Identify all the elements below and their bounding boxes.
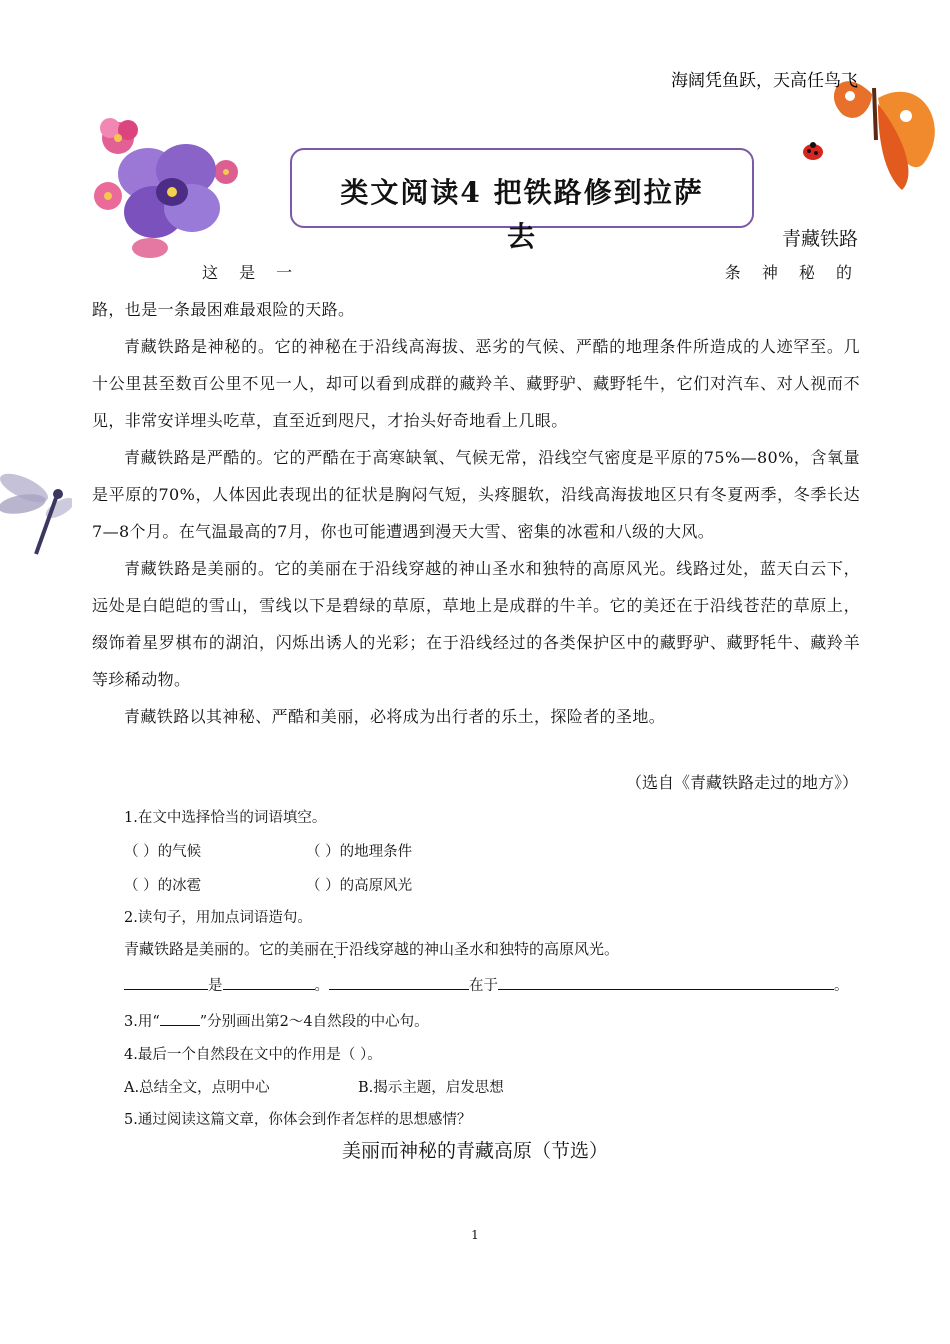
paragraph-4: 青藏铁路以其神秘、严酷和美丽，必将成为出行者的乐土，探险者的圣地。 xyxy=(124,707,666,726)
q4-option-a[interactable]: A.总结全文，点明中心 xyxy=(124,1080,270,1096)
source-citation: （选自《青藏铁路走过的地方》） xyxy=(625,773,858,792)
article-body xyxy=(92,291,860,735)
q2-fill-d: 。 xyxy=(834,978,849,994)
q2-blank-2[interactable] xyxy=(223,975,315,990)
question-4: 4.最后一个自然段在文中的作用是（ ）。 xyxy=(124,1047,382,1063)
intro-part-b: 条 神 秘 的 xyxy=(724,263,860,282)
q2-sentence xyxy=(124,938,619,959)
q1-item-2: （ ）的地理条件 xyxy=(306,844,413,860)
q1-item-3: （ ）的冰雹 xyxy=(124,878,202,894)
q3-underline-sample xyxy=(160,1011,200,1026)
question-2: 2.读句子，用加点词语造句。 xyxy=(124,910,312,926)
next-article-title: 美丽而神秘的青藏高原（节选） xyxy=(341,1140,608,1162)
paragraph-2: 青藏铁路是严酷的。它的严酷在于高寒缺氧、气候无常，沿线空气密度是平原的75%—80%，含氧量是平原的70%，人体因此表现出的征状是胸闷气短，头疼腿软，沿线高海拔地区只有冬夏两季，冬季长达7—8个月。在气温最高的7月，你也可能遭遇到漫天大雪、密集的冰雹和八级的大风。 xyxy=(92,448,860,541)
question-3 xyxy=(124,1010,429,1031)
dragonfly-icon xyxy=(0,462,72,558)
intro-line-2: 路，也是一条最困难最艰险的天路。 xyxy=(92,300,355,319)
flower-bouquet-icon xyxy=(88,108,248,264)
title-line-2: 去 xyxy=(506,220,537,253)
ladybug-icon xyxy=(800,140,826,162)
q1-item-4: （ ）的高原风光 xyxy=(306,878,413,894)
q2-sentence-post: 沿线穿越的神山圣水和独特的高原风光。 xyxy=(349,940,620,958)
title-line-1: 类文阅读4 把铁路修到拉萨 xyxy=(340,176,704,209)
question-1: 1.在文中选择恰当的词语填空。 xyxy=(124,810,327,826)
q1-item-1: （ ）的气候 xyxy=(124,844,202,860)
q2-fill-line[interactable] xyxy=(124,974,849,995)
intro-part-a: 这 是 一 xyxy=(202,263,301,282)
q2-blank-3[interactable] xyxy=(329,975,469,990)
q4-option-b[interactable]: B.揭示主题，启发思想 xyxy=(358,1080,504,1096)
page-number: 1 xyxy=(471,1228,479,1242)
paragraph-1: 青藏铁路是神秘的。它的神秘在于沿线高海拔、恶劣的气候、严酷的地理条件所造成的人迹罕至。几十公里甚至数百公里不见一人，却可以看到成群的藏羚羊、藏野驴、藏野牦牛，它们对汽车、对人视而不见，非常安详埋头吃草，直至近到咫尺，才抬头好奇地看上几眼。 xyxy=(92,337,860,430)
q3-pre: 3.用“ xyxy=(124,1014,160,1030)
paragraph-3: 青藏铁路是美丽的。它的美丽在于沿线穿越的神山圣水和独特的高原风光。线路过处，蓝天白云下，远处是白皑皑的雪山，雪线以下是碧绿的草原，草地上是成群的牛羊。它的美还在于沿线苍茫的草原上，缀饰着星罗棋布的湖泊，闪烁出诱人的光彩；在于沿线经过的各类保护区中的藏野驴、藏野牦牛、藏羚羊等珍稀动物。 xyxy=(92,559,860,689)
q2-fill-a: 是 xyxy=(208,978,223,994)
motto: 海阔凭鱼跃，天高任鸟飞 xyxy=(671,71,858,91)
q2-dotted-word: 在于 xyxy=(319,940,350,958)
q2-blank-1[interactable] xyxy=(124,975,208,990)
q2-fill-b: 。 xyxy=(314,978,329,994)
subhead-right: 青藏铁路 xyxy=(781,228,858,250)
q2-blank-4[interactable] xyxy=(498,975,834,990)
q2-fill-c: 在于 xyxy=(469,978,498,994)
q3-post: ”分别画出第2～4自然段的中心句。 xyxy=(199,1014,429,1030)
article-title xyxy=(290,176,754,268)
q2-sentence-pre: 青藏铁路是美丽的。它的美丽 xyxy=(124,940,320,958)
question-5: 5.通过阅读这篇文章，你体会到作者怎样的思想感情？ xyxy=(124,1112,472,1128)
